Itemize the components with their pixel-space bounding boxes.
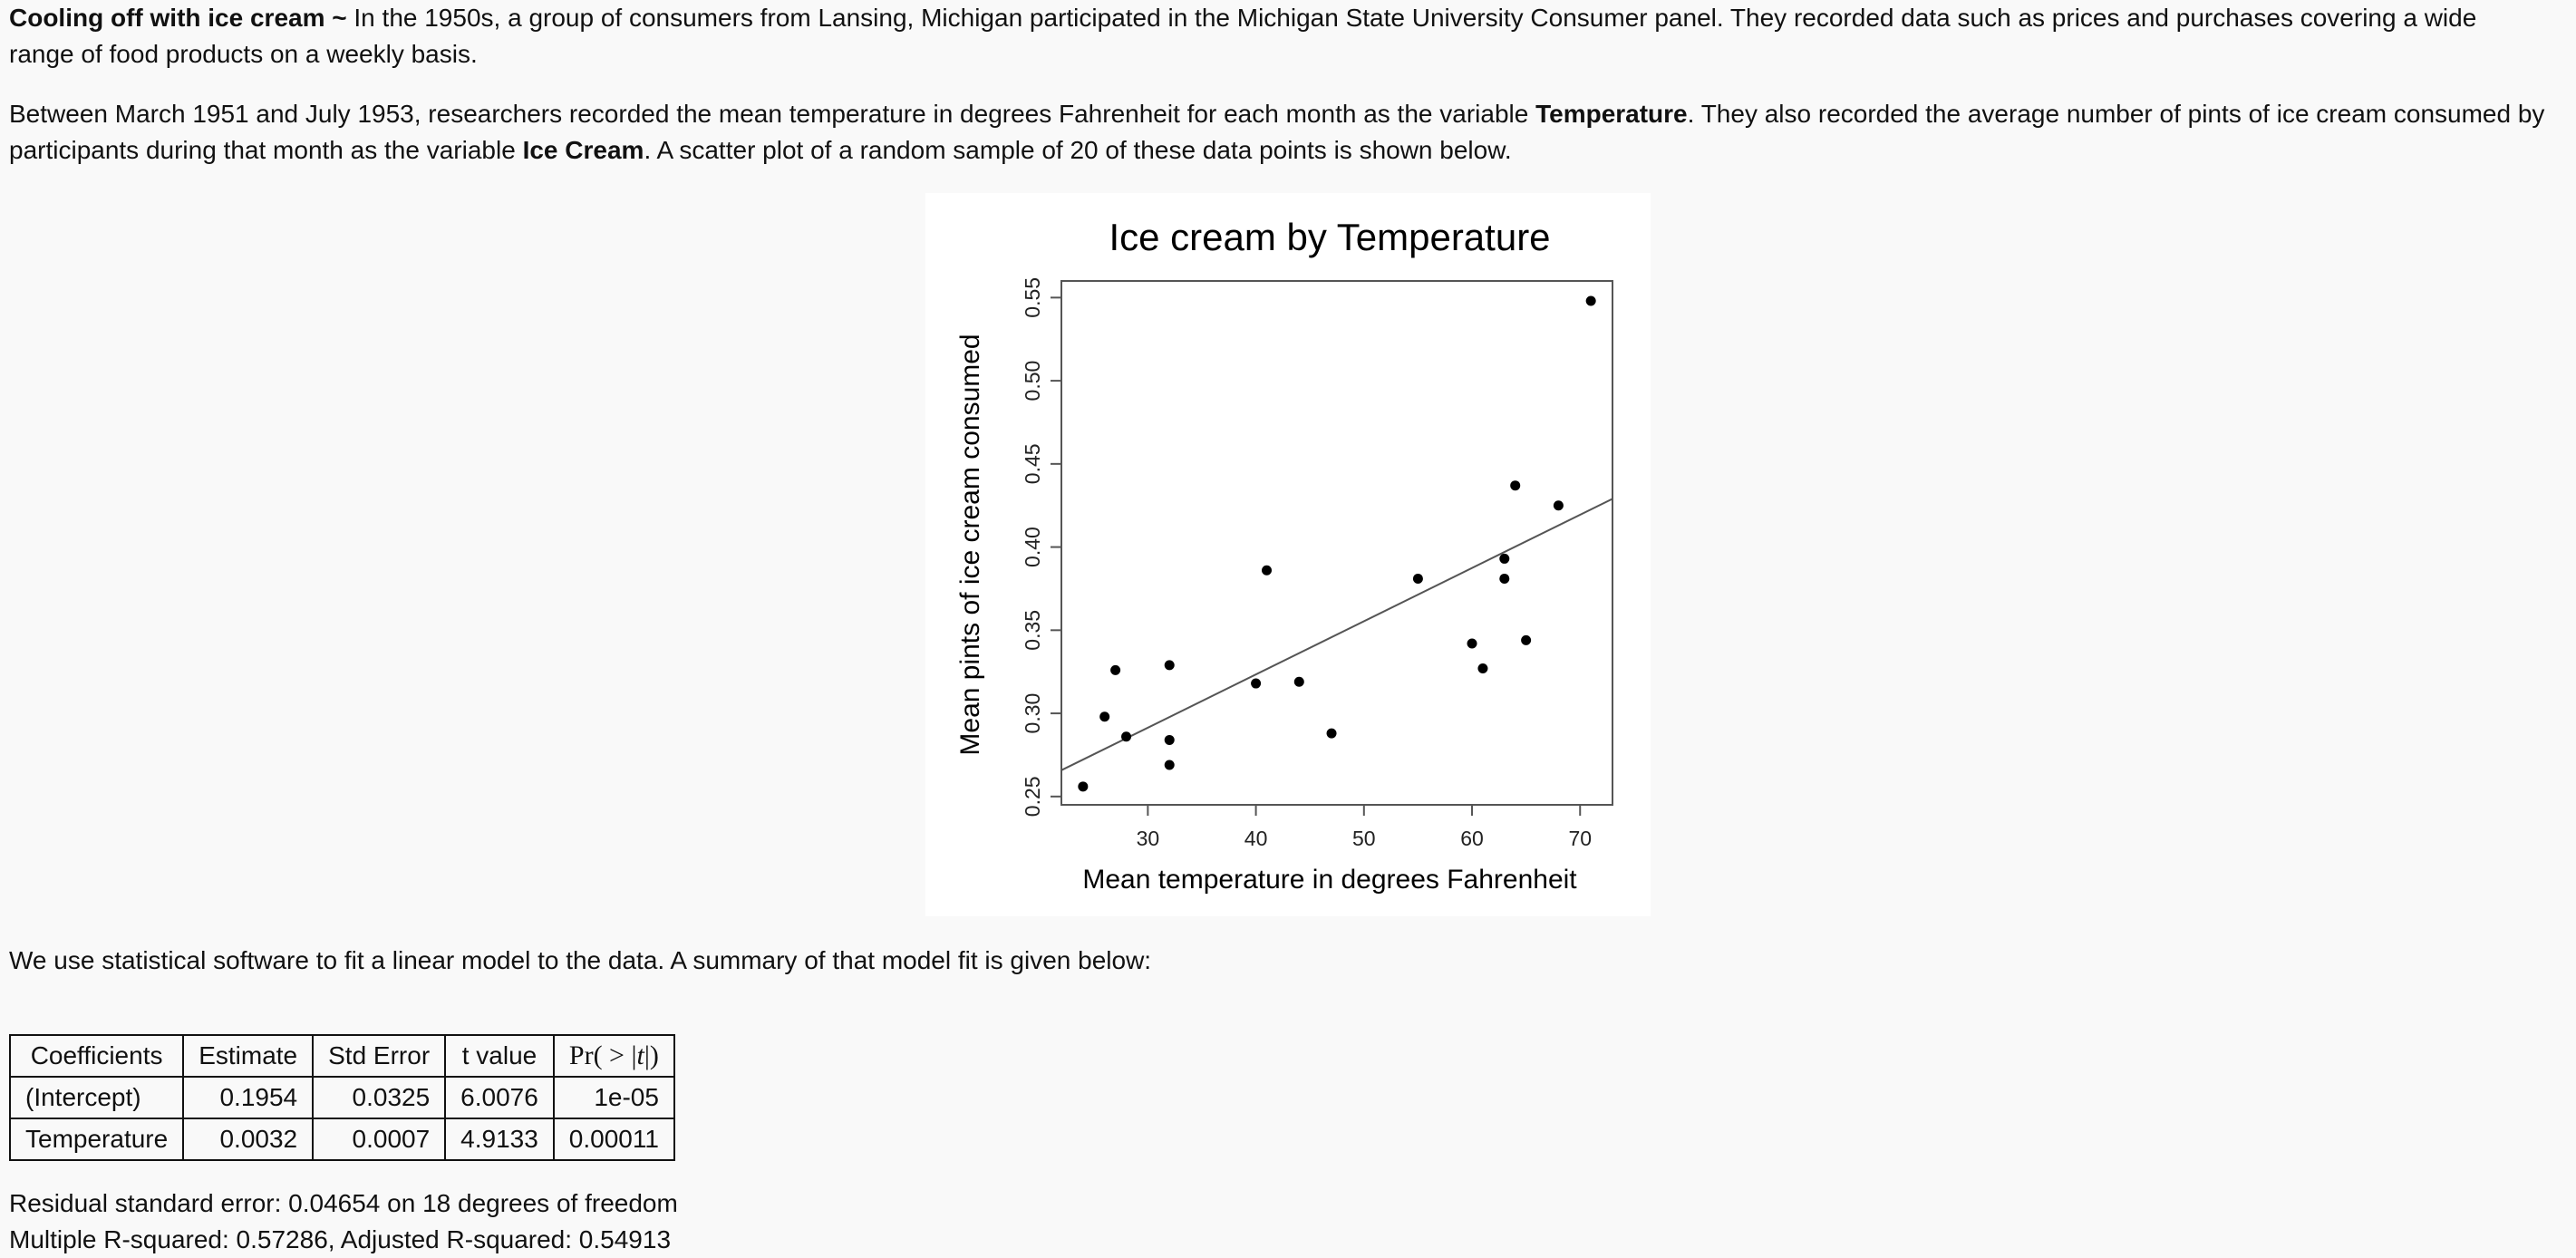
data-point [1477, 663, 1487, 673]
scatter-plot-figure [925, 193, 1651, 916]
coefficients-table [9, 1034, 675, 1161]
table-row [10, 1077, 674, 1118]
data-point [1110, 665, 1120, 675]
r-squared: Multiple R-squared: 0.57286, Adjusted R-squared: 0.54913 [9, 1225, 672, 1253]
x-tick-label: 60 [1460, 827, 1484, 850]
y-tick-label: 0.40 [1021, 527, 1044, 567]
description-part1: Between March 1951 and July 1953, researchers recorded the mean temperature in degrees Fahrenheit for each month as the variable [9, 100, 1536, 128]
y-axis-label: Mean pints of ice cream consumed [955, 334, 985, 756]
header-p-value: Pr( > |t|) [554, 1035, 674, 1077]
estimate-cell: 0.1954 [183, 1077, 313, 1118]
data-point [1294, 677, 1304, 687]
x-tick-label: 40 [1244, 827, 1268, 850]
row-name-cell: (Intercept) [10, 1077, 183, 1118]
data-point [1165, 760, 1175, 769]
y-tick-label: 0.30 [1021, 692, 1044, 734]
model-fit-statistics [9, 1185, 1822, 1258]
x-axis-label: Mean temperature in degrees Fahrenheit [1082, 865, 1577, 895]
model-intro: We use statistical software to fit a linear model to the data. A summary of that model fit is given below: [9, 946, 1152, 974]
data-point [1078, 781, 1088, 791]
y-tick-label: 0.55 [1021, 276, 1044, 318]
residual-standard-error: Residual standard error: 0.04654 on 18 degrees of freedom [9, 1189, 678, 1217]
intro-paragraph [9, 0, 2547, 73]
regression-line [1061, 498, 1612, 769]
estimate-cell: 0.0032 [183, 1118, 313, 1160]
row-name-cell: Temperature [10, 1118, 183, 1160]
y-tick-label: 0.25 [1021, 776, 1044, 818]
data-point [1165, 660, 1175, 670]
header-std-error: Std Error [313, 1035, 445, 1077]
data-point [1521, 635, 1531, 645]
chart-title: Ice cream by Temperature [1109, 216, 1551, 258]
data-point [1413, 574, 1423, 584]
data-point [1121, 731, 1131, 741]
intro-title: Cooling off with ice cream ~ [9, 4, 347, 32]
intro-text: In the 1950s, a group of consumers from Lansing, Michigan participated in the Michigan State University Consumer panel. They recorded data such as prices and purchases covering a wide range of food products on a weekly basis. [9, 4, 2477, 68]
data-point [1327, 729, 1337, 739]
data-point [1554, 500, 1564, 510]
data-point [1510, 480, 1520, 490]
t-value-cell: 6.0076 [445, 1077, 554, 1118]
x-tick-label: 50 [1352, 827, 1376, 850]
table-header-row [10, 1035, 674, 1077]
data-point [1499, 574, 1509, 584]
data-point [1467, 639, 1477, 649]
data-point [1251, 679, 1261, 689]
data-point [1499, 554, 1509, 564]
table-row [10, 1118, 674, 1160]
y-tick-label: 0.35 [1021, 609, 1044, 651]
data-point [1262, 566, 1272, 576]
data-point [1165, 735, 1175, 745]
variable-temperature: Temperature [1535, 100, 1688, 128]
x-tick-label: 30 [1136, 827, 1160, 850]
y-tick-label: 0.45 [1021, 443, 1044, 485]
scatter-plot [925, 193, 1651, 916]
t-value-cell: 4.9133 [445, 1118, 554, 1160]
data-point [1099, 711, 1109, 721]
plot-frame [1061, 281, 1612, 805]
description-part2: . They also recorded the average number of pints of ice cream consumed by participants during that month as the variable [9, 100, 2545, 164]
std-error-cell: 0.0325 [313, 1077, 445, 1118]
variable-ice-cream: Ice Cream [522, 136, 644, 164]
x-tick-label: 70 [1568, 827, 1593, 850]
description-part3: . A scatter plot of a random sample of 20 of these data points is shown below. [644, 136, 1512, 164]
p-value-cell: 0.00011 [554, 1118, 674, 1160]
header-coefficients: Coefficients [10, 1035, 183, 1077]
header-t-value: t value [445, 1035, 554, 1077]
description-paragraph [9, 96, 2567, 169]
header-estimate: Estimate [183, 1035, 313, 1077]
data-point [1586, 296, 1596, 306]
y-tick-label: 0.50 [1021, 360, 1044, 402]
std-error-cell: 0.0007 [313, 1118, 445, 1160]
p-value-cell: 1e-05 [554, 1077, 674, 1118]
